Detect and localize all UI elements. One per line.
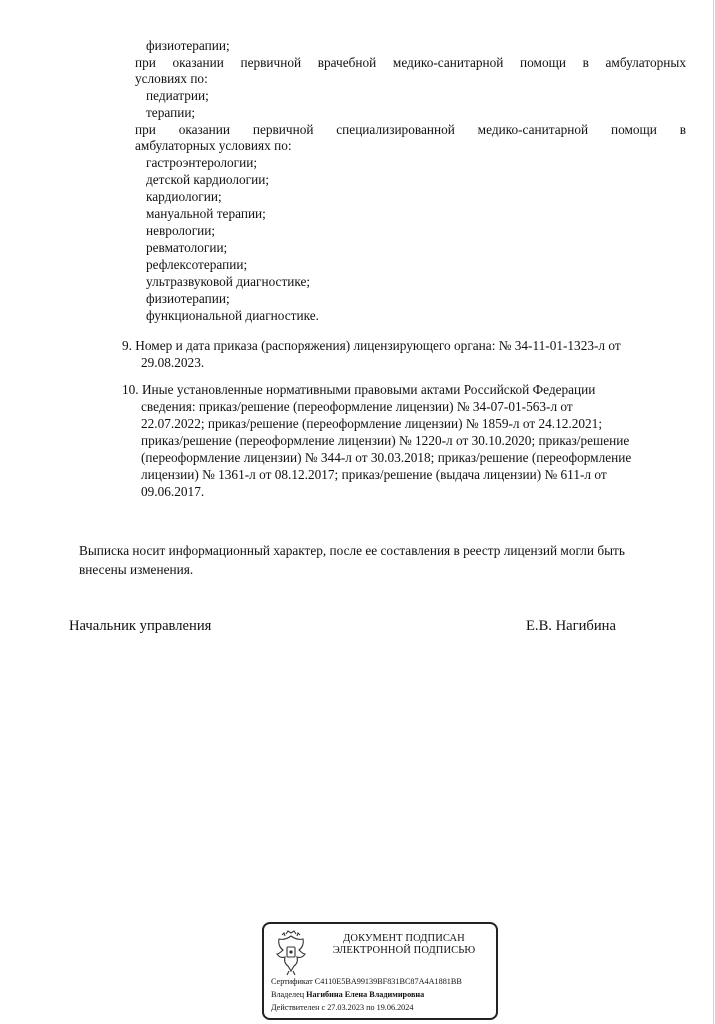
electronic-signature-stamp (262, 922, 498, 1020)
signatory-position: Начальник управления (69, 618, 212, 634)
item-9-line: 29.08.2023. (141, 355, 205, 370)
item-10-line: 22.07.2022; приказ/решение (переоформление лицензии) № 1859-л от 24.12.2021; (141, 416, 603, 431)
stamp-owner-label: Владелец (271, 990, 305, 999)
stamp-title-line-2: ЭЛЕКТРОННОЙ ПОДПИСЬЮ (332, 945, 476, 956)
list-item: физиотерапии; (146, 38, 230, 53)
list-item: физиотерапии; (146, 291, 230, 306)
signatory-name: Е.В. Нагибина (526, 618, 616, 634)
item-10-line: сведения: приказ/решение (переоформление лицензии) № 34-07-01-563-л от (141, 399, 573, 414)
item-10-line: (переоформление лицензии) № 344-л от 30.03.2018; приказ/решение (переоформление (141, 450, 632, 465)
list-item: гастроэнтерологии; (146, 155, 258, 170)
list-item: кардиологии; (146, 189, 222, 204)
stamp-validity: Действителен с 27.03.2023 по 19.06.2024 (271, 1003, 414, 1012)
item-9-line: 9. Номер и дата приказа (распоряжения) лицензирующего органа: № 34-11-01-1323-л от (122, 338, 621, 353)
stamp-title-line-1: ДОКУМЕНТ ПОДПИСАН (343, 933, 465, 944)
list-item: ревматологии; (146, 240, 228, 255)
stamp-owner-value: Нагибина Елена Владимировна (306, 990, 425, 999)
list-item: неврологии; (146, 223, 216, 238)
list-item: при оказании первичной врачебной медико-санитарной помощи в амбулаторных (135, 55, 686, 70)
list-item: мануальной терапии; (146, 206, 266, 221)
item-10-line: 09.06.2017. (141, 484, 205, 499)
item-10-line: 10. Иные установленные нормативными правовыми актами Российской Федерации (122, 382, 596, 397)
notice-line: внесены изменения. (79, 562, 194, 577)
list-item: рефлексотерапии; (146, 257, 248, 272)
list-item: условиях по: (135, 71, 208, 86)
stamp-certificate (271, 977, 462, 987)
page-edge (713, 0, 714, 1024)
list-item: терапии; (146, 105, 196, 120)
coat-of-arms-icon (270, 930, 312, 978)
notice-line: Выписка носит информационный характер, после ее составления в реестр лицензий могли быть (79, 543, 625, 558)
stamp-certificate-value: C4110E5BA99139BF831BC87A4A1881BB (314, 977, 462, 986)
list-item: при оказании первичной специализированной медико-санитарной помощи в (135, 122, 686, 137)
stamp-owner (271, 990, 424, 1000)
list-item: функциональной диагностике. (146, 308, 319, 323)
item-10-line: лицензии) № 1361-л от 08.12.2017; приказ/решение (выдача лицензии) № 611-л от (141, 467, 607, 482)
list-item: амбулаторных условиях по: (135, 138, 292, 153)
list-item: детской кардиологии; (146, 172, 270, 187)
item-10-line: приказ/решение (переоформление лицензии) № 1220-л от 30.10.2020; приказ/решение (141, 433, 630, 448)
stamp-certificate-label: Сертификат (271, 977, 313, 986)
list-item: педиатрии; (146, 88, 209, 103)
list-item: ультразвуковой диагностике; (146, 274, 311, 289)
